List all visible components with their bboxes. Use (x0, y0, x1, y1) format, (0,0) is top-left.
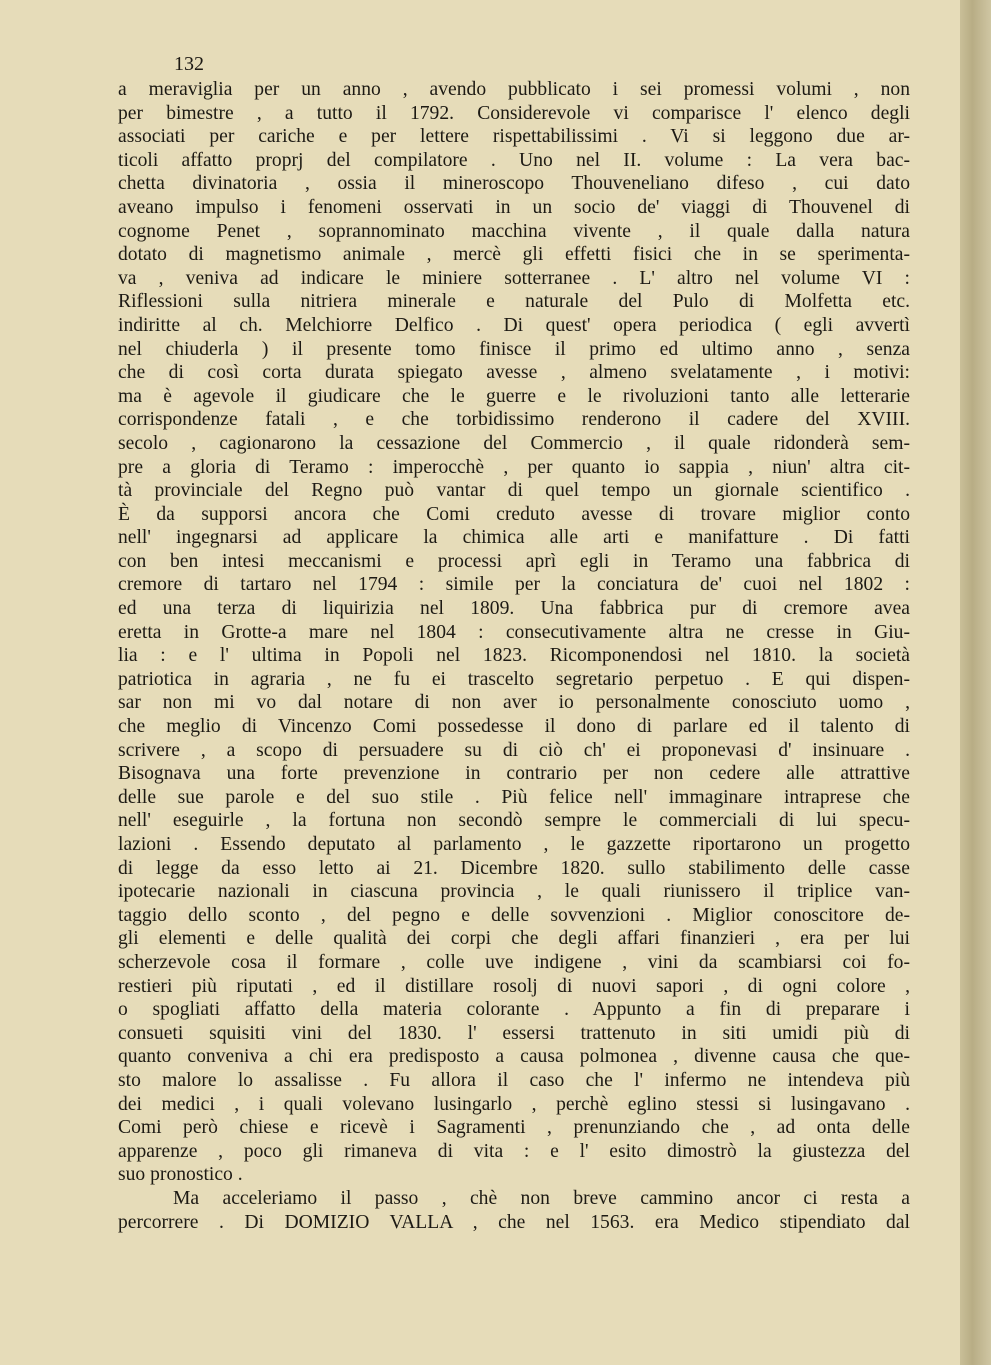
text-line: indiritte al ch. Melchiorre Delfico . Di quest' opera periodica ( egli avvertì (118, 314, 910, 336)
text-line: corrispondenze fatali , e che torbidissimo renderono il cadere del XVIII. (118, 409, 910, 431)
text-line: ipotecarie nazionali in ciascuna provincia , le quali riunissero il triplice van- (118, 881, 910, 903)
text-line: ma è agevole il giudicare che le guerre e le rivoluzioni tanto alle letterarie (118, 385, 910, 407)
text-line: apparenze , poco gli rimaneva di vita : e l' esito dimostrò la giustezza del (118, 1140, 910, 1162)
text-line: dotato di magnetismo animale , mercè gli effetti fisici che in se sperimenta- (118, 244, 910, 266)
text-line: associati per cariche e per lettere rispettabilissimi . Vi si leggono due ar- (118, 126, 910, 148)
text-line: ed una terza di liquirizia nel 1809. Una fabbrica pur di cremore avea (118, 598, 910, 620)
text-line: scrivere , a scopo di persuadere su di ciò ch' ei proponevasi d' insinuare . (118, 739, 910, 761)
text-line: lia : e l' ultima in Popoli nel 1823. Ricomponendosi nel 1810. la società (118, 645, 910, 667)
page-edge-shadow (960, 0, 991, 1365)
text-line: nel chiuderla ) il presente tomo finisce il primo ed ultimo anno , senza (118, 338, 910, 360)
text-line: percorrere . Di DOMIZIO VALLA , che nel 1563. era Medico stipendiato dal (118, 1211, 910, 1233)
text-line: di legge da esso letto ai 21. Dicembre 1820. sullo stabilimento delle casse (118, 857, 910, 879)
text-line: taggio dello sconto , del pegno e delle sovvenzioni . Miglior conoscitore de- (118, 904, 910, 926)
text-line: nell' eseguirle , la fortuna non secondò sempre le commerciali di lui specu- (118, 810, 910, 832)
text-line: che meglio di Vincenzo Comi possedesse il dono di parlare ed il talento di (118, 716, 910, 738)
text-line: Riflessioni sulla nitriera minerale e naturale del Pulo di Molfetta etc. (118, 291, 910, 313)
text-line: per bimestre , a tutto il 1792. Considerevole vi comparisce l' elenco degli (118, 102, 910, 124)
text-line: ticoli affatto proprj del compilatore . Uno nel II. volume : La vera bac- (118, 149, 910, 171)
text-line: Comi però chiese e ricevè i Sagramenti , prenunziando che , ad onta delle (118, 1117, 910, 1139)
page-number: 132 (174, 53, 204, 75)
text-line: lazioni . Essendo deputato al parlamento , le gazzette riportarono un progetto (118, 834, 910, 855)
text-line: nell' ingegnarsi ad applicare la chimica alle arti e manifatture . Di fatti (118, 527, 910, 549)
text-line: tà provinciale del Regno può vantar di quel tempo un giornale scientifico . (118, 480, 910, 502)
text-line: delle sue parole e del suo stile . Più felice nell' immaginare intraprese che (118, 786, 910, 808)
text-line: chetta divinatoria , ossia il mineroscopo Thouveneliano difeso , cui dato (118, 173, 910, 195)
text-line: gli elementi e delle qualità dei corpi che degli affari finanzieri , era per lui (118, 928, 910, 950)
text-line: eretta in Grotte-a mare nel 1804 : consecutivamente altra ne cresse in Giu- (118, 621, 910, 643)
text-line: consueti squisiti vini del 1830. l' essersi trattenuto in siti umidi più di (118, 1022, 910, 1044)
text-line: cognome Penet , soprannominato macchina vivente , il quale dalla natura (118, 220, 910, 242)
text-line: va , veniva ad indicare le miniere sotterranee . L' altro nel volume VI : (118, 267, 910, 289)
text-line: che di così corta durata spiegato avesse , almeno svelatamente , i motivi: (118, 362, 910, 384)
text-line: pre a gloria di Teramo : imperocchè , per quanto io sappia , niun' altra cit- (118, 456, 910, 478)
text-line: sar non mi vo dal notare di non aver io personalmente conosciuto uomo , (118, 692, 910, 714)
text-line: suo pronostico . (118, 1164, 243, 1186)
page-text (118, 52, 910, 1234)
text-line: aveano impulso i fenomeni osservati in un socio de' viaggi di Thouvenel di (118, 196, 910, 218)
text-line: È da supporsi ancora che Comi creduto avesse di trovare miglior conto (118, 503, 910, 525)
text-line: o spogliati affatto della materia colorante . Appunto a fin di preparare i (118, 999, 910, 1021)
text-line: quanto conveniva a chi era predisposto a causa polmonea , divenne causa che que- (118, 1046, 910, 1068)
text-line: a meraviglia per un anno , avendo pubblicato i sei promessi volumi , non (118, 79, 910, 100)
text-line: cremore di tartaro nel 1794 : simile per la conciatura de' cuoi nel 1802 : (118, 574, 910, 596)
text-line: sto malore lo assalisse . Fu allora il caso che l' infermo ne intendeva più (118, 1069, 910, 1091)
text-line: Bisognava una forte prevenzione in contrario per non cedere alle attrattive (118, 763, 910, 785)
text-line: dei medici , i quali volevano lusingarlo , perchè eglino stessi si lusingavano . (118, 1093, 910, 1115)
text-line: secolo , cagionarono la cessazione del Commercio , il quale ridonderà sem- (118, 432, 910, 454)
text-line: con ben intesi meccanismi e processi aprì egli in Teramo una fabbrica di (118, 550, 910, 572)
text-line: restieri più riputati , ed il distillare rosolj di nuovi sapori , di ogni colore , (118, 975, 910, 997)
text-line: scherzevole cosa il formare , colle uve indigene , vini da scambiarsi coi fo- (118, 951, 910, 973)
text-line: patriotica in agraria , ne fu ei trascelto segretario perpetuo . E qui dispen- (118, 668, 910, 690)
text-line: Ma acceleriamo il passo , chè non breve cammino ancor ci resta a (173, 1187, 910, 1209)
